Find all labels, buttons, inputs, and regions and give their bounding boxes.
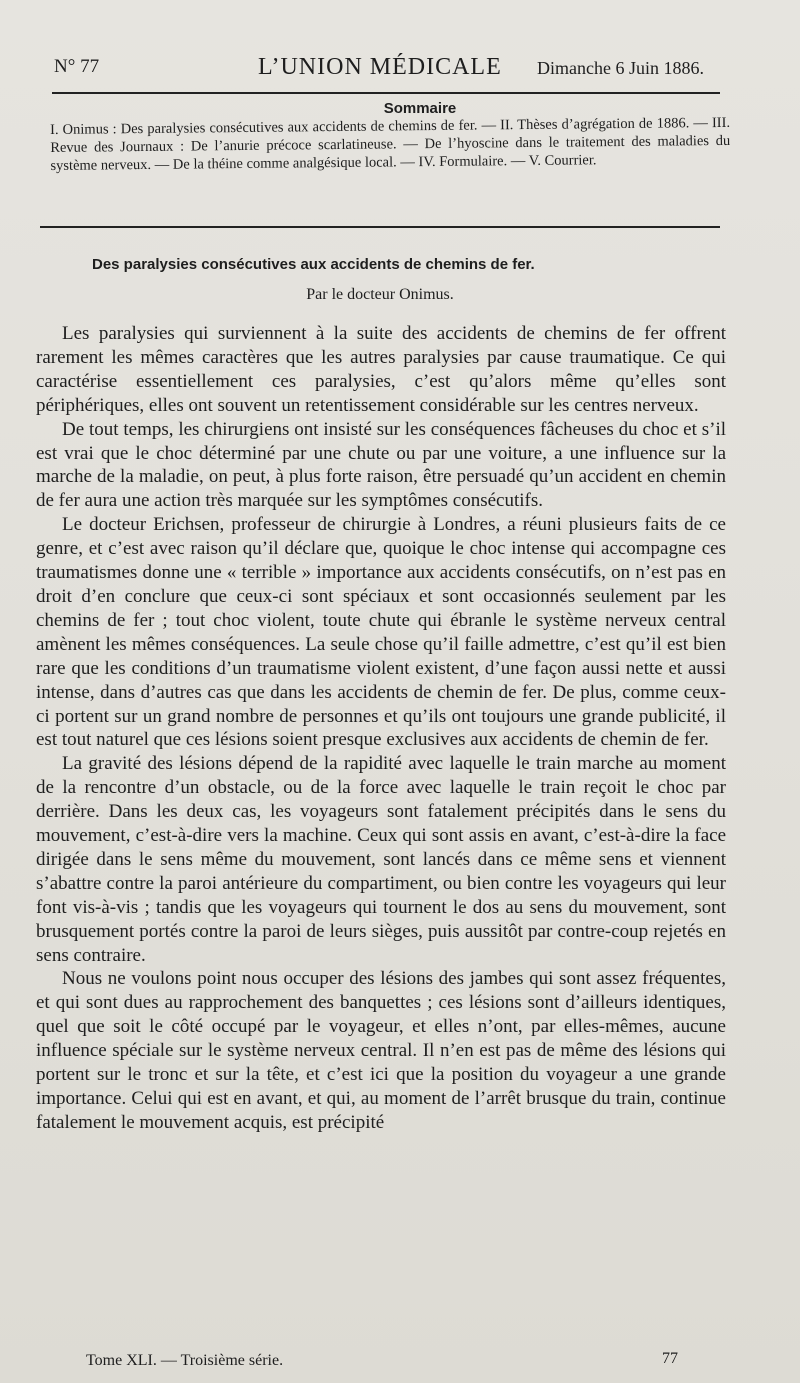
- page-header: [50, 52, 720, 92]
- volume-info: Tome XLI. — Troisième série.: [86, 1352, 284, 1369]
- issue-number: N° 77: [54, 56, 100, 77]
- article-title: Des paralysies consécutives aux accidents de chemins de fer.: [92, 256, 535, 273]
- journal-title: L’UNION MÉDICALE: [258, 54, 502, 80]
- sommaire-title: Sommaire: [383, 100, 457, 117]
- page-footer: [86, 1350, 726, 1374]
- paragraph: Le docteur Erichsen, professeur de chirurgie à Londres, a réuni plusieurs faits de ce genre, et c’est avec raison qu’il déclare que, quoique le choc intense qui accompagne ces traumatismes donne une « terrible » importance aux accidents consécutifs, on n’est pas en droit d’en conclure que ceux-ci sont spéciaux et sont occasionnés seulement par les chemins de fer ; tout choc violent, toute chute qui ébranle le système nerveux central amènent les mêmes conséquences. La seule chose qu’il faille admettre, c’est qu’il est bien rare que les conditions d’un traumatisme violent existent, d’une façon aussi nette et aussi intense, dans d’autres cas que dans les accidents de chemin de fer. De plus, comme ceux-ci portent sur un grand nombre de personnes et qu’ils ont toujours une grande publicité, il est tout naturel que ces lésions soient presque exclusives aux accidents de chemin de fer.: [36, 514, 726, 751]
- header-rule: [52, 92, 720, 94]
- paragraph: Nous ne voulons point nous occuper des lésions des jambes qui sont assez fréquentes, et qui sont dues au rapprochement des banquettes ; ces lésions sont d’ailleurs identiques, quel que soit le côté occupé par le voyageur, et elles n’ont, par elles-mêmes, aucune influence spéciale sur le système nerveux central. Il n’en est pas de même des lésions qui portent sur le tronc et sur la tête, et c’est ici que la position du voyageur a une grande importance. Celui qui est en avant, et qui, au moment de l’arrêt brusque du train, continue fatalement le mouvement acquis, est précipité: [36, 968, 726, 1133]
- paragraph: Les paralysies qui surviennent à la suite des accidents de chemins de fer offrent rarement les mêmes caractères que les autres paralysies par cause traumatique. Ce qui caractérise essentiellement ces paralysies, c’est qu’alors même qu’elles sont périphériques, elles ont souvent un retentissement considérable sur les centres nerveux.: [36, 323, 726, 416]
- sommaire-text: I. Onimus : Des paralysies consécutives aux accidents de chemins de fer. — II. Thèses d’agrégation de 1886. — III. Revue des Journaux : De l’anurie précoce scarlatineuse. — De l’hyoscine dans le traitement des maladies du système nerveux. — De la théine comme analgésique local. — IV. Formulaire. — V. Courrier.: [50, 114, 731, 174]
- sommaire-box: [50, 100, 730, 175]
- paragraph: De tout temps, les chirurgiens ont insisté sur les conséquences fâcheuses du choc et s’il est vrai que le choc déterminé par une chute ou par une voiture, a une influence sur la marche de la maladie, on peut, à plus forte raison, être persuadé qu’un accident en chemin de fer aura une action très marquée sur les symptômes consécutifs.: [36, 418, 726, 512]
- paragraph: La gravité des lésions dépend de la rapidité avec laquelle le train marche au moment de la rencontre d’un obstacle, ou de la force avec laquelle le train reçoit le choc par derrière. Dans les deux cas, les voyageurs sont fatalement précipités dans le sens du mouvement, c’est-à-dire vers la machine. Ceux qui sont assis en avant, c’est-à-dire la face dirigée dans le sens même du mouvement, sont lancés dans ce même sens et viennent s’abattre contre la paroi antérieure du compartiment, ou bien contre les voyageurs qui leur font vis-à-vis ; tandis que les voyageurs qui tournent le dos au sens du mouvement, sont brusquement portés contre la paroi de leurs sièges, puis aussitôt par contre-coup rejetés en sens contraire.: [36, 753, 726, 966]
- issue-date: Dimanche 6 Juin 1886.: [537, 58, 704, 78]
- article-byline: Par le docteur Onimus.: [306, 286, 454, 303]
- article-body: [36, 322, 726, 1135]
- page-number: 77: [662, 1350, 678, 1367]
- sommaire-rule: [40, 226, 720, 228]
